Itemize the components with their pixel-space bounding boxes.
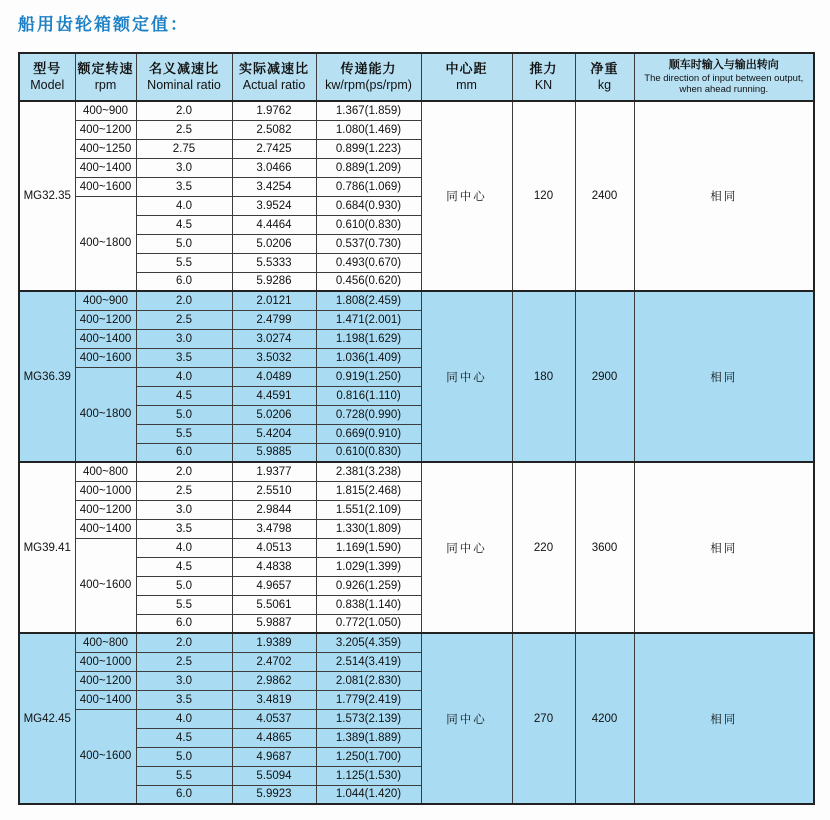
col-header-center-distance bbox=[421, 53, 512, 101]
actual-ratio-cell: 1.9389 bbox=[232, 633, 316, 652]
actual-ratio-cell: 4.4838 bbox=[232, 557, 316, 576]
capacity-cell: 2.381(3.238) bbox=[316, 462, 421, 481]
capacity-cell: 0.919(1.250) bbox=[316, 367, 421, 386]
col-header-thrust-zh: 推力 bbox=[529, 61, 558, 77]
col-header-net-weight-en: kg bbox=[597, 77, 612, 92]
actual-ratio-cell: 2.7425 bbox=[232, 139, 316, 158]
col-header-capacity-zh: 传递能力 bbox=[340, 61, 397, 77]
col-header-direction-zh: 顺车时输入与输出转向 bbox=[668, 58, 779, 71]
nominal-ratio-cell: 2.75 bbox=[136, 139, 232, 158]
nominal-ratio-cell: 5.0 bbox=[136, 747, 232, 766]
nominal-ratio-cell: 2.5 bbox=[136, 120, 232, 139]
capacity-cell: 0.786(1.069) bbox=[316, 177, 421, 196]
rated-speed-cell: 400~1000 bbox=[75, 481, 136, 500]
capacity-cell: 1.250(1.700) bbox=[316, 747, 421, 766]
rated-speed-cell: 400~1800 bbox=[75, 367, 136, 462]
actual-ratio-cell: 4.9687 bbox=[232, 747, 316, 766]
capacity-cell: 0.669(0.910) bbox=[316, 424, 421, 443]
col-header-center-distance-en: mm bbox=[456, 77, 477, 92]
actual-ratio-cell: 3.9524 bbox=[232, 196, 316, 215]
actual-ratio-cell: 1.9762 bbox=[232, 101, 316, 120]
center-distance-cell: 同中心 bbox=[421, 633, 512, 804]
capacity-cell: 2.514(3.419) bbox=[316, 652, 421, 671]
capacity-cell: 0.899(1.223) bbox=[316, 139, 421, 158]
capacity-cell: 0.838(1.140) bbox=[316, 595, 421, 614]
actual-ratio-cell: 5.9923 bbox=[232, 785, 316, 804]
capacity-cell: 1.389(1.889) bbox=[316, 728, 421, 747]
nominal-ratio-cell: 4.5 bbox=[136, 215, 232, 234]
capacity-cell: 1.573(2.139) bbox=[316, 709, 421, 728]
nominal-ratio-cell: 3.0 bbox=[136, 329, 232, 348]
rated-speed-cell: 400~1200 bbox=[75, 310, 136, 329]
nominal-ratio-cell: 4.5 bbox=[136, 557, 232, 576]
col-header-model-en: Model bbox=[30, 77, 65, 92]
nominal-ratio-cell: 4.0 bbox=[136, 709, 232, 728]
capacity-cell: 0.493(0.670) bbox=[316, 253, 421, 272]
nominal-ratio-cell: 6.0 bbox=[136, 443, 232, 462]
nominal-ratio-cell: 5.0 bbox=[136, 576, 232, 595]
nominal-ratio-cell: 4.0 bbox=[136, 196, 232, 215]
actual-ratio-cell: 4.4865 bbox=[232, 728, 316, 747]
capacity-cell: 0.728(0.990) bbox=[316, 405, 421, 424]
col-header-direction-en: The direction of input between output, when ahead running. bbox=[644, 72, 804, 95]
net-weight-cell: 4200 bbox=[575, 633, 634, 804]
center-distance-cell: 同中心 bbox=[421, 462, 512, 633]
nominal-ratio-cell: 2.5 bbox=[136, 481, 232, 500]
actual-ratio-cell: 3.0466 bbox=[232, 158, 316, 177]
actual-ratio-cell: 3.5032 bbox=[232, 348, 316, 367]
nominal-ratio-cell: 2.0 bbox=[136, 101, 232, 120]
nominal-ratio-cell: 6.0 bbox=[136, 272, 232, 291]
net-weight-cell: 3600 bbox=[575, 462, 634, 633]
table-header-row bbox=[19, 53, 814, 101]
capacity-cell: 1.036(1.409) bbox=[316, 348, 421, 367]
capacity-cell: 0.456(0.620) bbox=[316, 272, 421, 291]
actual-ratio-cell: 4.9657 bbox=[232, 576, 316, 595]
nominal-ratio-cell: 5.5 bbox=[136, 595, 232, 614]
col-header-rated-speed-zh: 额定转速 bbox=[77, 61, 134, 77]
col-header-rated-speed bbox=[75, 53, 136, 101]
actual-ratio-cell: 5.4204 bbox=[232, 424, 316, 443]
rated-speed-cell: 400~1600 bbox=[75, 177, 136, 196]
actual-ratio-cell: 3.4819 bbox=[232, 690, 316, 709]
thrust-cell: 120 bbox=[512, 101, 575, 291]
nominal-ratio-cell: 2.5 bbox=[136, 310, 232, 329]
capacity-cell: 0.772(1.050) bbox=[316, 614, 421, 633]
capacity-cell: 2.081(2.830) bbox=[316, 671, 421, 690]
capacity-cell: 1.815(2.468) bbox=[316, 481, 421, 500]
rated-speed-cell: 400~1400 bbox=[75, 329, 136, 348]
nominal-ratio-cell: 2.0 bbox=[136, 633, 232, 652]
col-header-actual-ratio-zh: 实际减速比 bbox=[238, 61, 309, 77]
rated-speed-cell: 400~1400 bbox=[75, 158, 136, 177]
gearbox-rating-table bbox=[18, 52, 815, 805]
capacity-cell: 1.779(2.419) bbox=[316, 690, 421, 709]
actual-ratio-cell: 5.0206 bbox=[232, 405, 316, 424]
rated-speed-cell: 400~1200 bbox=[75, 120, 136, 139]
capacity-cell: 0.816(1.110) bbox=[316, 386, 421, 405]
nominal-ratio-cell: 4.0 bbox=[136, 538, 232, 557]
nominal-ratio-cell: 5.0 bbox=[136, 234, 232, 253]
capacity-cell: 0.610(0.830) bbox=[316, 443, 421, 462]
actual-ratio-cell: 5.5061 bbox=[232, 595, 316, 614]
capacity-cell: 1.330(1.809) bbox=[316, 519, 421, 538]
capacity-cell: 1.551(2.109) bbox=[316, 500, 421, 519]
capacity-cell: 1.029(1.399) bbox=[316, 557, 421, 576]
capacity-cell: 3.205(4.359) bbox=[316, 633, 421, 652]
capacity-cell: 1.808(2.459) bbox=[316, 291, 421, 310]
nominal-ratio-cell: 3.5 bbox=[136, 177, 232, 196]
actual-ratio-cell: 3.0274 bbox=[232, 329, 316, 348]
rated-speed-cell: 400~1600 bbox=[75, 709, 136, 804]
actual-ratio-cell: 5.9885 bbox=[232, 443, 316, 462]
direction-cell: 相同 bbox=[634, 633, 814, 804]
rated-speed-cell: 400~800 bbox=[75, 462, 136, 481]
nominal-ratio-cell: 6.0 bbox=[136, 785, 232, 804]
capacity-cell: 0.889(1.209) bbox=[316, 158, 421, 177]
actual-ratio-cell: 2.4702 bbox=[232, 652, 316, 671]
actual-ratio-cell: 1.9377 bbox=[232, 462, 316, 481]
capacity-cell: 0.684(0.930) bbox=[316, 196, 421, 215]
col-header-thrust bbox=[512, 53, 575, 101]
col-header-actual-ratio bbox=[232, 53, 316, 101]
capacity-cell: 1.471(2.001) bbox=[316, 310, 421, 329]
col-header-net-weight-zh: 净重 bbox=[590, 61, 619, 77]
col-header-direction bbox=[634, 53, 814, 101]
rated-speed-cell: 400~900 bbox=[75, 291, 136, 310]
nominal-ratio-cell: 2.0 bbox=[136, 462, 232, 481]
center-distance-cell: 同中心 bbox=[421, 291, 512, 462]
capacity-cell: 0.926(1.259) bbox=[316, 576, 421, 595]
nominal-ratio-cell: 4.5 bbox=[136, 728, 232, 747]
nominal-ratio-cell: 3.0 bbox=[136, 158, 232, 177]
model-cell: MG42.45 bbox=[19, 633, 75, 804]
capacity-cell: 1.169(1.590) bbox=[316, 538, 421, 557]
col-header-model-zh: 型号 bbox=[33, 61, 62, 77]
nominal-ratio-cell: 5.5 bbox=[136, 766, 232, 785]
rated-speed-cell: 400~1400 bbox=[75, 519, 136, 538]
page-title: 船用齿轮箱额定值： bbox=[18, 15, 189, 34]
nominal-ratio-cell: 3.0 bbox=[136, 500, 232, 519]
actual-ratio-cell: 4.4464 bbox=[232, 215, 316, 234]
model-cell: MG36.39 bbox=[19, 291, 75, 462]
actual-ratio-cell: 5.5333 bbox=[232, 253, 316, 272]
nominal-ratio-cell: 4.0 bbox=[136, 367, 232, 386]
nominal-ratio-cell: 3.5 bbox=[136, 519, 232, 538]
actual-ratio-cell: 3.4254 bbox=[232, 177, 316, 196]
col-header-capacity-en: kw/rpm(ps/rpm) bbox=[325, 77, 412, 92]
col-header-thrust-en: KN bbox=[534, 77, 553, 92]
col-header-nominal-ratio-zh: 名义减速比 bbox=[148, 61, 219, 77]
direction-cell: 相同 bbox=[634, 462, 814, 633]
net-weight-cell: 2400 bbox=[575, 101, 634, 291]
actual-ratio-cell: 2.5510 bbox=[232, 481, 316, 500]
capacity-cell: 0.537(0.730) bbox=[316, 234, 421, 253]
nominal-ratio-cell: 3.0 bbox=[136, 671, 232, 690]
nominal-ratio-cell: 6.0 bbox=[136, 614, 232, 633]
model-cell: MG32.35 bbox=[19, 101, 75, 291]
table-row bbox=[19, 101, 814, 120]
rated-speed-cell: 400~1600 bbox=[75, 348, 136, 367]
center-distance-cell: 同中心 bbox=[421, 101, 512, 291]
actual-ratio-cell: 5.0206 bbox=[232, 234, 316, 253]
col-header-model bbox=[19, 53, 75, 101]
actual-ratio-cell: 5.5094 bbox=[232, 766, 316, 785]
rated-speed-cell: 400~1200 bbox=[75, 671, 136, 690]
actual-ratio-cell: 4.0489 bbox=[232, 367, 316, 386]
capacity-cell: 1.125(1.530) bbox=[316, 766, 421, 785]
nominal-ratio-cell: 5.5 bbox=[136, 253, 232, 272]
col-header-actual-ratio-en: Actual ratio bbox=[242, 77, 306, 92]
table-row bbox=[19, 291, 814, 310]
actual-ratio-cell: 2.4799 bbox=[232, 310, 316, 329]
rated-speed-cell: 400~1600 bbox=[75, 538, 136, 633]
col-header-capacity bbox=[316, 53, 421, 101]
actual-ratio-cell: 3.4798 bbox=[232, 519, 316, 538]
col-header-nominal-ratio-en: Nominal ratio bbox=[147, 77, 221, 92]
nominal-ratio-cell: 2.0 bbox=[136, 291, 232, 310]
nominal-ratio-cell: 3.5 bbox=[136, 690, 232, 709]
direction-cell: 相同 bbox=[634, 101, 814, 291]
table-body bbox=[19, 101, 814, 804]
rated-speed-cell: 400~1400 bbox=[75, 690, 136, 709]
col-header-center-distance-zh: 中心距 bbox=[445, 61, 488, 77]
actual-ratio-cell: 4.4591 bbox=[232, 386, 316, 405]
capacity-cell: 1.044(1.420) bbox=[316, 785, 421, 804]
thrust-cell: 270 bbox=[512, 633, 575, 804]
actual-ratio-cell: 2.9844 bbox=[232, 500, 316, 519]
col-header-rated-speed-en: rpm bbox=[94, 77, 117, 92]
rated-speed-cell: 400~1000 bbox=[75, 652, 136, 671]
capacity-cell: 1.198(1.629) bbox=[316, 329, 421, 348]
actual-ratio-cell: 4.0537 bbox=[232, 709, 316, 728]
net-weight-cell: 2900 bbox=[575, 291, 634, 462]
nominal-ratio-cell: 4.5 bbox=[136, 386, 232, 405]
nominal-ratio-cell: 3.5 bbox=[136, 348, 232, 367]
capacity-cell: 1.080(1.469) bbox=[316, 120, 421, 139]
rated-speed-cell: 400~900 bbox=[75, 101, 136, 120]
thrust-cell: 220 bbox=[512, 462, 575, 633]
direction-cell: 相同 bbox=[634, 291, 814, 462]
actual-ratio-cell: 2.9862 bbox=[232, 671, 316, 690]
actual-ratio-cell: 2.0121 bbox=[232, 291, 316, 310]
rated-speed-cell: 400~1800 bbox=[75, 196, 136, 291]
table-row bbox=[19, 462, 814, 481]
col-header-nominal-ratio bbox=[136, 53, 232, 101]
model-cell: MG39.41 bbox=[19, 462, 75, 633]
rated-speed-cell: 400~800 bbox=[75, 633, 136, 652]
actual-ratio-cell: 4.0513 bbox=[232, 538, 316, 557]
rated-speed-cell: 400~1200 bbox=[75, 500, 136, 519]
nominal-ratio-cell: 2.5 bbox=[136, 652, 232, 671]
actual-ratio-cell: 5.9887 bbox=[232, 614, 316, 633]
actual-ratio-cell: 5.9286 bbox=[232, 272, 316, 291]
rated-speed-cell: 400~1250 bbox=[75, 139, 136, 158]
thrust-cell: 180 bbox=[512, 291, 575, 462]
capacity-cell: 0.610(0.830) bbox=[316, 215, 421, 234]
col-header-net-weight bbox=[575, 53, 634, 101]
actual-ratio-cell: 2.5082 bbox=[232, 120, 316, 139]
capacity-cell: 1.367(1.859) bbox=[316, 101, 421, 120]
nominal-ratio-cell: 5.5 bbox=[136, 424, 232, 443]
table-row bbox=[19, 633, 814, 652]
nominal-ratio-cell: 5.0 bbox=[136, 405, 232, 424]
